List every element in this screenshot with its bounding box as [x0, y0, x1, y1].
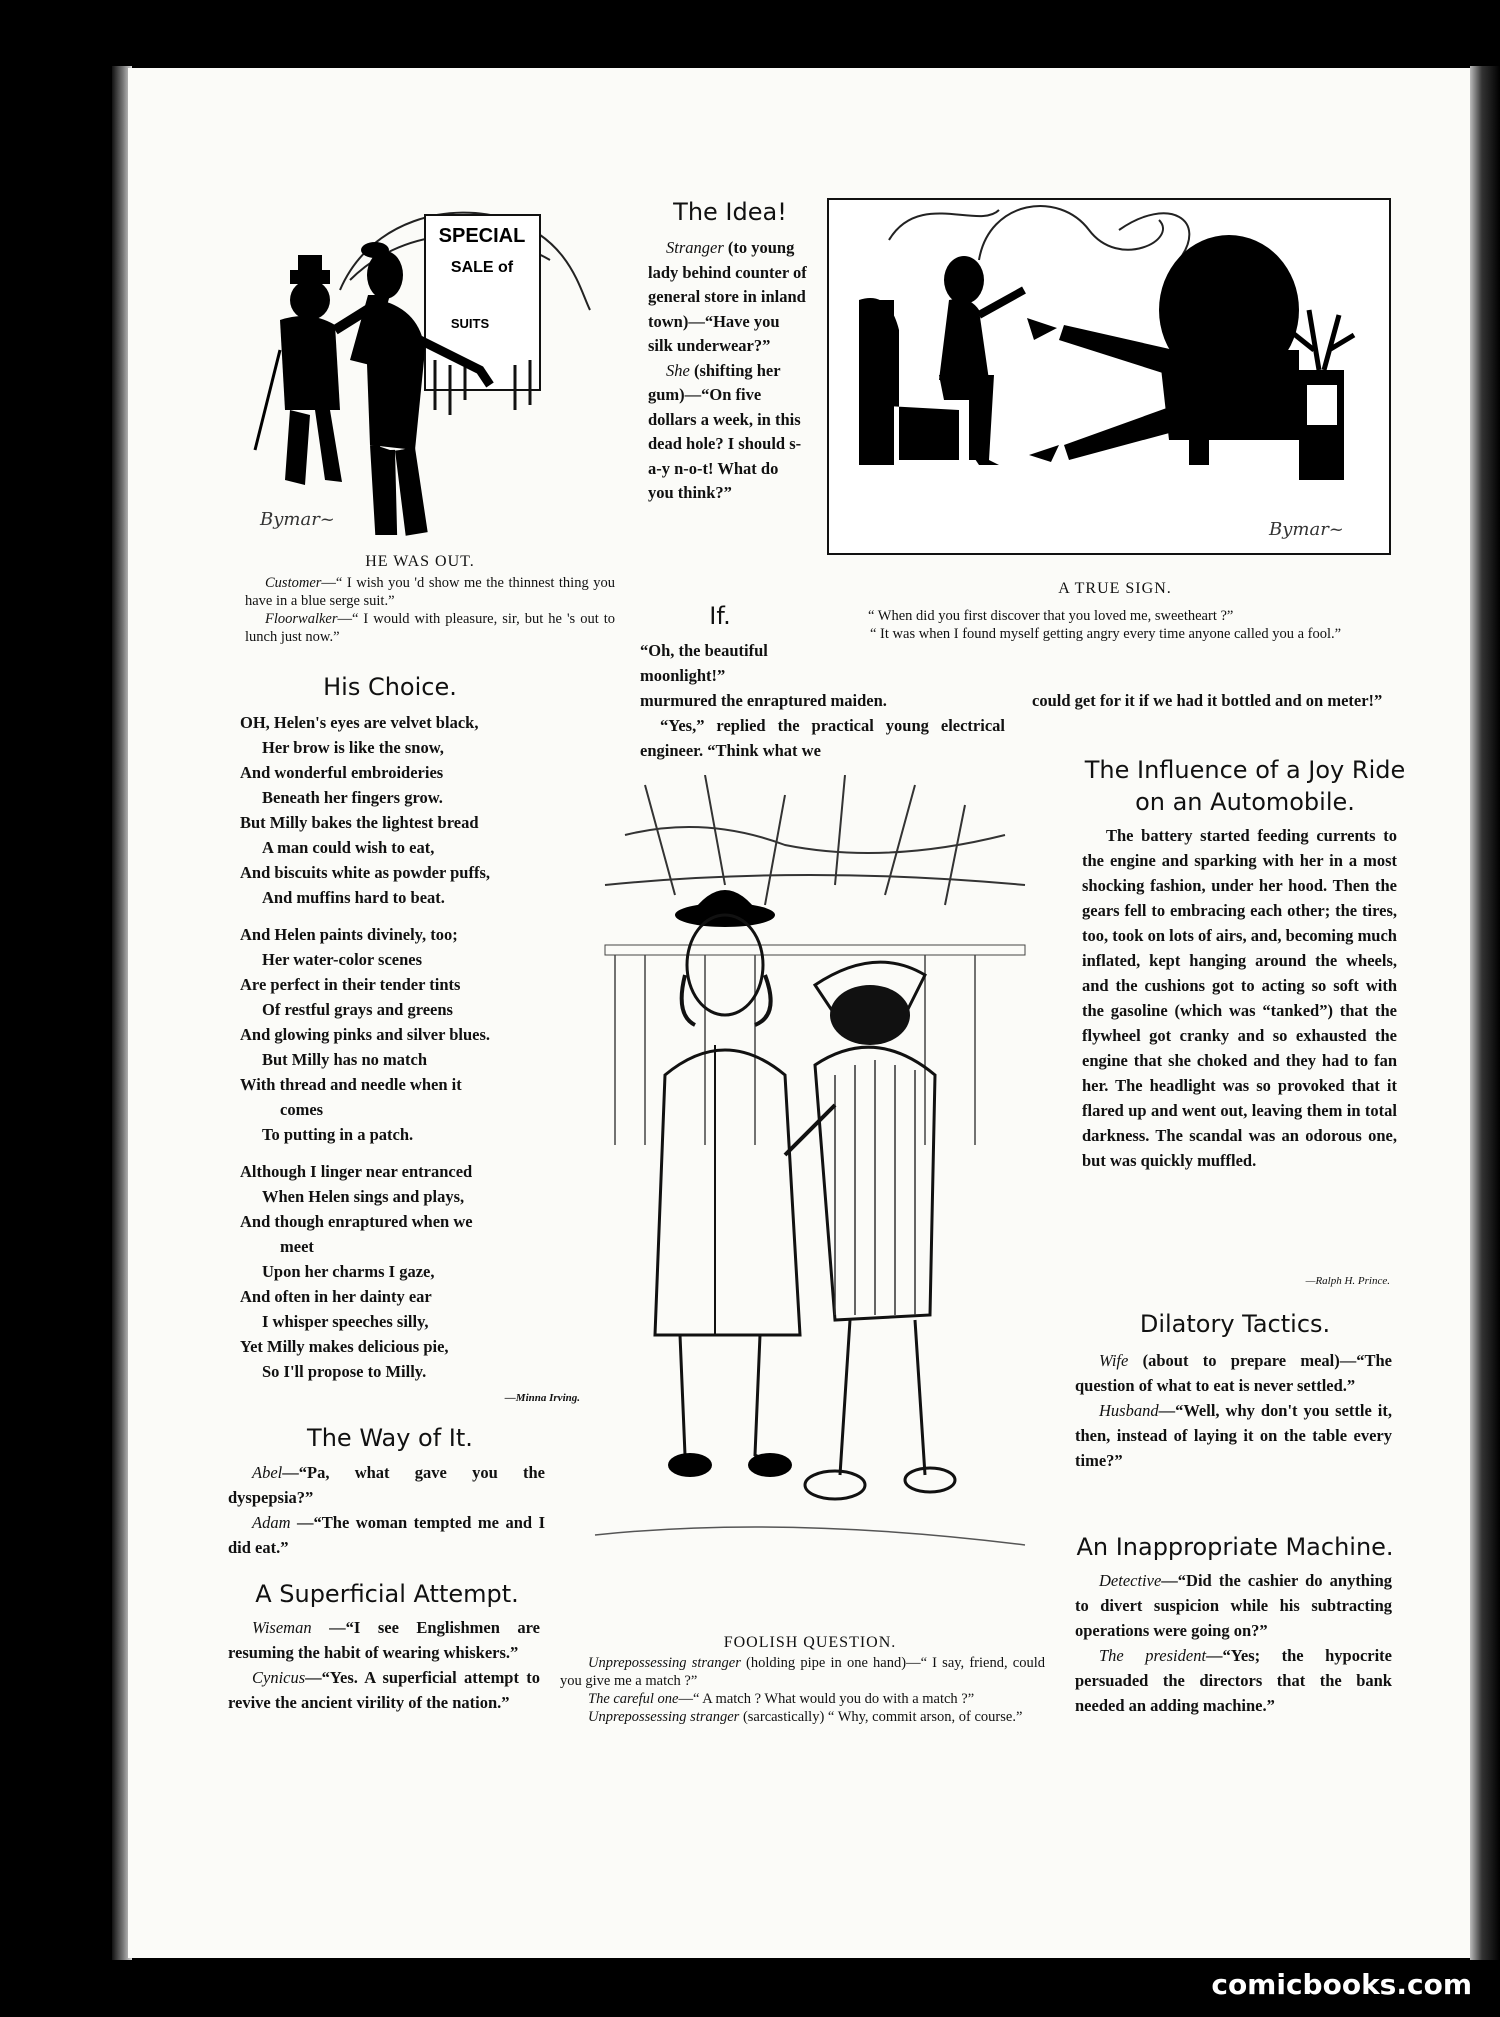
foolish-line-2: —“ A match ? What would you do with a match ?”: [678, 1691, 975, 1707]
customer-speaker: Customer: [265, 575, 322, 591]
true-sign-text: [840, 607, 1380, 643]
husband-text: —“Well, why don't you settle it, then, instead of laying it on the table every time?”: [1075, 1401, 1392, 1470]
sign-line-3: SUITS: [450, 316, 490, 331]
foolish-line-1: (holding pipe in one hand)—“ I say, friend, could you give me a match ?”: [560, 1655, 1045, 1689]
the-idea-line-2: (shifting her gum)—“On five dollars a week, in this dead hole? I should s-a-y n-o-t! What do you think?”: [648, 360, 802, 502]
poem-line: When Helen sings and plays,: [262, 1187, 465, 1206]
page-edge-shadow: [1470, 66, 1500, 1960]
his-choice-title: His Choice.: [323, 673, 457, 701]
stanza-1: [240, 710, 600, 910]
she-speaker: She: [666, 360, 690, 380]
true-sign-cartoon: [829, 200, 1389, 553]
poem-line: A man could wish to eat,: [262, 838, 435, 857]
president-speaker: The president: [1099, 1646, 1207, 1665]
poem-line: And muffins hard to beat.: [262, 888, 445, 907]
true-sign-frame: [827, 198, 1391, 555]
stanza-3: [240, 1159, 600, 1384]
poem-line: Of restful grays and greens: [262, 1000, 453, 1019]
poem-line: But Milly bakes the lightest bread: [240, 813, 479, 832]
if-p1-start: “Oh, the beautiful moonlight!”: [640, 641, 768, 685]
svg-text:Bymar~: Bymar~: [260, 509, 335, 530]
the-idea-text: [648, 236, 808, 506]
abel-text: —“Pa, what gave you the dyspepsia?”: [228, 1463, 545, 1507]
wife-speaker: Wife: [1099, 1351, 1129, 1370]
floorwalker-text: —“ I would with pleasure, sir, but he 's out to lunch just now.”: [245, 611, 615, 645]
cynicus-text: —“Yes. A superficial attempt to revive the ancient virility of the nation.”: [228, 1668, 540, 1712]
way-of-it-title: The Way of It.: [307, 1424, 473, 1452]
poem-line: Although I linger near entranced: [240, 1162, 473, 1181]
poem-line: And often in her dainty ear: [240, 1287, 432, 1306]
dilatory-text: [1075, 1348, 1392, 1473]
poem-line: And Helen paints divinely, too;: [240, 925, 458, 944]
the-idea-line-1: (to young lady behind counter of general store in inland town)—“Have you silk underwear?”: [648, 238, 807, 355]
wife-text: (about to prepare meal)—“The question of what to eat is never settled.”: [1075, 1351, 1392, 1395]
svg-text:Bymar~: Bymar~: [1269, 519, 1344, 540]
abel-speaker: Abel: [252, 1463, 283, 1482]
machine-title: An Inappropriate Machine.: [1076, 1533, 1394, 1561]
if-p2: “Yes,” replied the practical young electrical engineer. “Think what we: [640, 716, 1005, 760]
stranger-1-speaker: Unprepossessing stranger: [588, 1655, 741, 1671]
joy-ride-text: The battery started feeding currents to the engine and sparking with her in a most shocking fashion, under her hood. Then the gears fell to embracing each other; the tires, too, took on lots of airs, and, becoming much inflated, kept hanging around the wheels, and the cushions got to acting so soft with the gasoline (which was “tanked”) that the flywheel got cranky and so exhausted the engine that she choked and they had to fan her. The headlight was so provoked that it flared up and went out, leaving them in total darkness. The scandal was an odorous one, but was quickly muffled.: [1082, 826, 1397, 1170]
superficial-text: [228, 1615, 540, 1715]
poem-line: So I'll propose to Milly.: [262, 1362, 427, 1381]
superficial-title: A Superficial Attempt.: [255, 1580, 519, 1608]
president-text: —“Yes; the hypocrite persuaded the directors that the bank needed an adding machine.”: [1075, 1646, 1392, 1715]
poem-line: I whisper speeches silly,: [262, 1312, 429, 1331]
wiseman-text: —“I see Englishmen are resuming the habit of wearing whiskers.”: [228, 1618, 540, 1662]
if-p3: could get for it if we had it bottled and on meter!”: [1032, 691, 1383, 710]
his-choice-author: —Minna Irving.: [504, 1392, 580, 1404]
careful-one-speaker: The careful one: [588, 1691, 679, 1707]
sign-line-1: SPECIAL: [438, 225, 526, 247]
stanza-2: [240, 922, 600, 1147]
poem-line: And glowing pinks and silver blues.: [240, 1025, 491, 1044]
poem-line: Beneath her fingers grow.: [262, 788, 443, 807]
poem-line: Yet Milly makes delicious pie,: [240, 1337, 449, 1356]
the-idea-title: The Idea!: [673, 198, 787, 226]
adam-text: —“The woman tempted me and I did eat.”: [228, 1513, 545, 1557]
he-was-out-cartoon: [250, 200, 620, 540]
he-was-out-text: [245, 574, 615, 646]
detective-text: —“Did the cashier do anything to divert suspicion while his subtracting operations were going on?”: [1075, 1571, 1392, 1640]
machine-text: [1075, 1568, 1392, 1718]
poem-line: Her water-color scenes: [262, 950, 423, 969]
watermark: comicbooks.com: [1211, 1968, 1472, 2001]
poem-line: OH, Helen's eyes are velvet black,: [240, 713, 479, 732]
poem-line: Her brow is like the snow,: [262, 738, 444, 757]
sign-line-2: SALE of: [450, 259, 514, 276]
joy-ride-title: [1070, 754, 1420, 818]
poem-line: And wonderful embroideries: [240, 763, 444, 782]
foolish-question-illustration: [585, 775, 1035, 1635]
poem-line: And though enraptured when we: [240, 1212, 473, 1231]
detective-speaker: Detective: [1099, 1571, 1162, 1590]
husband-speaker: Husband: [1099, 1401, 1159, 1420]
poem-line: But Milly has no match: [262, 1050, 428, 1069]
he-was-out-caption: HE WAS OUT.: [365, 553, 475, 570]
joy-ride-title-line-2: on an Automobile.: [1135, 788, 1355, 816]
floorwalker-speaker: Floorwalker: [265, 611, 338, 627]
foolish-question-text: [560, 1654, 1045, 1726]
his-choice-poem: [240, 710, 600, 1411]
adam-speaker: Adam: [252, 1513, 291, 1532]
foolish-line-3: (sarcastically) “ Why, commit arson, of course.”: [739, 1709, 1023, 1725]
poem-line: With thread and needle when it: [240, 1075, 462, 1094]
stranger-speaker: Stranger: [666, 238, 724, 257]
foolish-question-caption: FOOLISH QUESTION.: [723, 1634, 897, 1651]
wiseman-speaker: Wiseman: [252, 1618, 312, 1637]
poem-line: To putting in a patch.: [262, 1125, 414, 1144]
way-of-it-text: [228, 1460, 545, 1560]
poem-line: Are perfect in their tender tints: [240, 975, 461, 994]
joy-ride-title-line-1: The Influence of a Joy Ride: [1084, 756, 1406, 784]
if-title: If.: [709, 602, 731, 630]
poem-line: meet: [280, 1237, 314, 1256]
stranger-2-speaker: Unprepossessing stranger: [588, 1709, 740, 1725]
customer-text: —“ I wish you 'd show me the thinnest thing you have in a blue serge suit.”: [245, 575, 615, 609]
true-sign-caption: A TRUE SIGN.: [1058, 580, 1172, 597]
if-p1-end: murmured the enraptured maiden.: [640, 691, 887, 710]
poem-line: Upon her charms I gaze,: [262, 1262, 435, 1281]
true-sign-line-2: “ It was when I found myself getting angry every time anyone called you a fool.”: [870, 626, 1342, 642]
true-sign-line-1: “ When did you first discover that you loved me, sweetheart ?”: [868, 608, 1234, 624]
poem-line: And biscuits white as powder puffs,: [240, 863, 490, 882]
dilatory-title: Dilatory Tactics.: [1139, 1310, 1331, 1338]
joy-ride-author: —Ralph H. Prince.: [1305, 1275, 1390, 1287]
poem-line: comes: [280, 1100, 324, 1119]
cynicus-speaker: Cynicus: [252, 1668, 306, 1687]
